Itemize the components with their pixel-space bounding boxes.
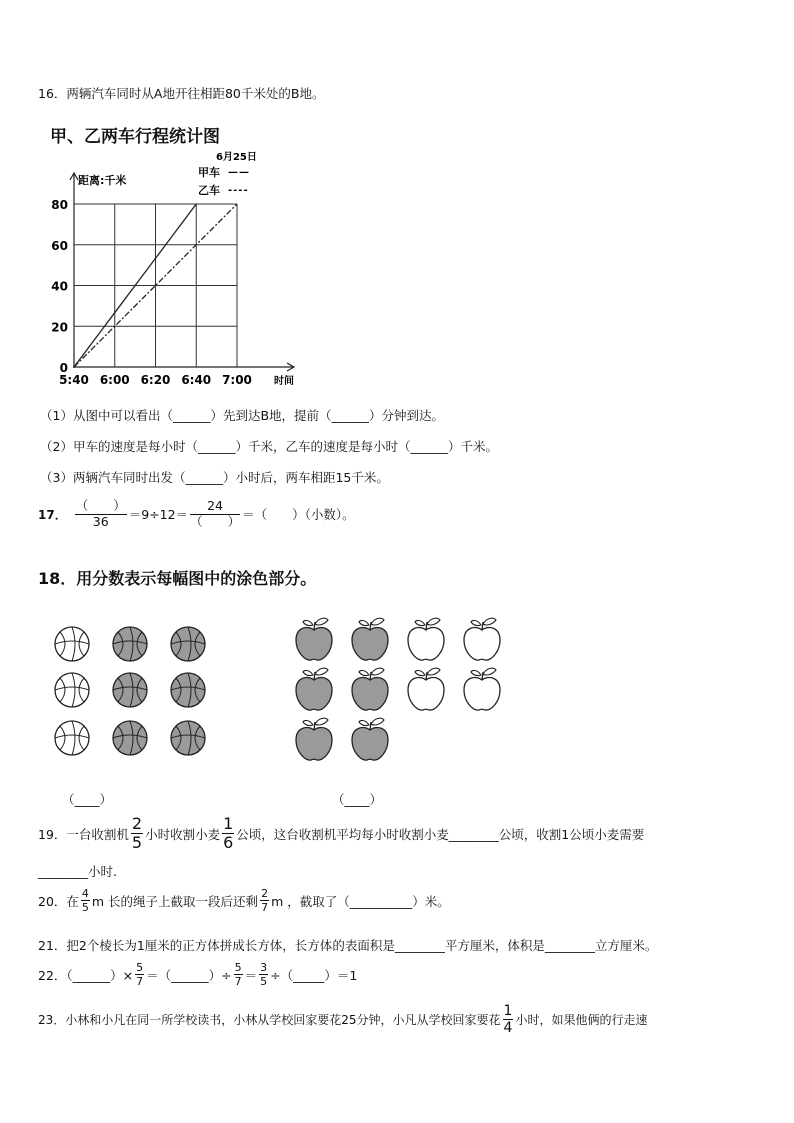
q17-tail: ＝（ ）（小数）。 xyxy=(242,507,355,522)
basketball xyxy=(55,673,89,707)
q17-f1-num: （ ） xyxy=(75,498,126,513)
q19-t2: 公顷，这台收割机平均每小时收割小麦________公顷，收割1公顷小麦需要 xyxy=(236,826,645,842)
q22-t3: ÷（_____）＝1 xyxy=(270,967,358,983)
apple xyxy=(464,668,500,710)
q22 xyxy=(38,962,357,987)
legend-label: 甲车 xyxy=(198,166,220,179)
q20-f1-num: 4 xyxy=(81,887,89,900)
apple-leaf xyxy=(427,618,440,625)
q22-t1: ＝（______）÷ xyxy=(146,967,232,983)
basketball xyxy=(55,721,89,755)
q17-f2-den: （ ） xyxy=(190,513,241,529)
q20-t1: m 长的绳子上截取一段后还剩 xyxy=(91,893,259,909)
q19-label: 19．一台收割机 xyxy=(38,826,129,842)
basketball xyxy=(113,721,147,755)
q16-text: 16．两辆汽车同时从A地开往相距80千米处的B地。 xyxy=(38,86,325,101)
q22-t2: ＝ xyxy=(244,967,258,983)
apple-leaf xyxy=(483,618,496,625)
apple-body xyxy=(296,677,332,710)
q17-label: 17． xyxy=(38,507,67,522)
q22-f2-den: 7 xyxy=(234,975,242,988)
q23-label: 23．小林和小凡在同一所学校读书，小林从学校回家要花25分钟，小凡从学校回家要花 xyxy=(38,1013,501,1027)
apple xyxy=(296,668,332,710)
q22-fraction-1 xyxy=(135,962,144,987)
chart-title: 甲、乙两车行程统计图 xyxy=(50,127,220,147)
x-tick-label: 6:40 xyxy=(181,373,212,387)
q20-f2-den: 7 xyxy=(261,901,269,914)
q22-f3-num: 3 xyxy=(260,961,268,974)
apple-body xyxy=(352,727,388,760)
q16-sub2: （2）甲车的速度是每小时（______）千米，乙车的速度是每小时（______）千米。 xyxy=(40,439,498,454)
basketball xyxy=(55,627,89,661)
q19-f1-den: 5 xyxy=(131,833,143,852)
q17-f1-den: 36 xyxy=(92,513,109,529)
chart-date: 6月25日 xyxy=(216,152,257,163)
q21-text: 21．把2个棱长为1厘米的正方体拼成长方体，长方体的表面积是________平方厘米，体积是________立方厘米。 xyxy=(38,938,658,953)
q20-fraction-2 xyxy=(260,888,269,913)
q22-f1-den: 7 xyxy=(136,975,144,988)
apple xyxy=(296,718,332,760)
q17-f2-num: 24 xyxy=(190,500,240,515)
legend-line: —— xyxy=(228,167,250,178)
q23-t1: 小时，如果他俩的行走速 xyxy=(515,1013,648,1027)
apple-body xyxy=(352,677,388,710)
apple-leaf xyxy=(303,620,313,625)
q20 xyxy=(38,888,450,913)
q19-fraction-1 xyxy=(131,816,143,851)
y-tick-label: 20 xyxy=(51,320,68,335)
y-tick-label: 60 xyxy=(51,238,68,253)
apple-body xyxy=(464,627,500,660)
apple xyxy=(464,618,500,660)
apple-leaf xyxy=(483,668,496,675)
apple-leaf xyxy=(303,670,313,675)
basketball xyxy=(171,673,205,707)
q22-fraction-3 xyxy=(259,962,268,987)
apple xyxy=(408,618,444,660)
q19 xyxy=(38,816,644,851)
apple-leaf xyxy=(415,620,425,625)
q23 xyxy=(38,1004,647,1035)
apple xyxy=(352,718,388,760)
apple-body xyxy=(408,627,444,660)
apple-body xyxy=(408,677,444,710)
legend-line: ---- xyxy=(228,185,249,196)
q18-figures xyxy=(40,616,520,772)
q19-f1-num: 2 xyxy=(131,814,143,833)
apple-leaf xyxy=(427,668,440,675)
q19-t1: 小时收割小麦 xyxy=(145,826,221,842)
apple xyxy=(296,618,332,660)
q17-mid: ＝9÷12＝ xyxy=(128,507,189,522)
x-tick-label: 6:20 xyxy=(140,373,171,387)
q16-sub3: （3）两辆汽车同时出发（______）小时后，两车相距15千米。 xyxy=(40,470,389,485)
apple-leaf xyxy=(371,618,384,625)
apple-leaf xyxy=(471,620,481,625)
q17 xyxy=(38,500,355,528)
q20-t2: m ，截取了（__________）米。 xyxy=(271,893,450,909)
q18-blank-2: （____） xyxy=(332,792,383,807)
basketball xyxy=(113,627,147,661)
y-tick-label: 0 xyxy=(59,361,68,375)
apple xyxy=(408,668,444,710)
q22-label: 22．（______）× xyxy=(38,967,134,983)
apple-leaf xyxy=(471,670,481,675)
y-axis-label: 距离:千米 xyxy=(78,174,127,187)
q17-fraction-2 xyxy=(190,500,240,528)
apple-leaf xyxy=(315,618,328,625)
apple-body xyxy=(296,627,332,660)
q23-fraction-1 xyxy=(503,1004,514,1035)
x-tick-label: 7:00 xyxy=(222,373,252,387)
basketball xyxy=(113,673,147,707)
q18-text: 18．用分数表示每幅图中的涂色部分。 xyxy=(38,569,317,588)
y-tick-label: 40 xyxy=(51,279,68,294)
q16-sub1: （1）从图中可以看出（______）先到达B地，提前（______）分钟到达。 xyxy=(40,408,445,423)
x-axis-label: 时间 xyxy=(274,376,294,387)
q22-f1-num: 5 xyxy=(136,961,144,974)
apple xyxy=(352,668,388,710)
y-tick-label: 80 xyxy=(51,198,68,212)
q22-fraction-2 xyxy=(234,962,243,987)
q23-f1-num: 1 xyxy=(503,1003,513,1019)
apple-leaf xyxy=(415,670,425,675)
apple-leaf xyxy=(315,718,328,725)
q22-f2-num: 5 xyxy=(234,961,242,974)
apple-body xyxy=(352,627,388,660)
q19-line2: ________小时. xyxy=(38,864,117,879)
apple-leaf xyxy=(359,620,369,625)
apple-leaf xyxy=(371,668,384,675)
apple-leaf xyxy=(371,718,384,725)
q19-f2-den: 6 xyxy=(223,833,234,852)
travel-chart xyxy=(40,146,320,394)
basketball xyxy=(171,627,205,661)
apple-body xyxy=(464,677,500,710)
q20-fraction-1 xyxy=(81,888,90,913)
q18-blank-1: （____） xyxy=(62,792,113,807)
q17-fraction-1 xyxy=(75,500,127,528)
q23-f1-den: 4 xyxy=(503,1020,513,1036)
apple xyxy=(352,618,388,660)
q20-f1-den: 5 xyxy=(81,901,89,914)
basketball xyxy=(171,721,205,755)
q20-label: 20．在 xyxy=(38,893,79,909)
q19-fraction-2 xyxy=(222,816,234,851)
apple-body xyxy=(296,727,332,760)
x-tick-label: 6:00 xyxy=(99,373,130,387)
apple-leaf xyxy=(315,668,328,675)
x-tick-label: 5:40 xyxy=(59,373,89,387)
apple-leaf xyxy=(303,720,313,725)
apple-leaf xyxy=(359,670,369,675)
legend-label: 乙车 xyxy=(198,184,220,197)
q22-f3-den: 5 xyxy=(260,975,268,988)
q19-f2-num: 1 xyxy=(223,814,234,833)
q20-f2-num: 2 xyxy=(261,887,269,900)
apple-leaf xyxy=(359,720,369,725)
